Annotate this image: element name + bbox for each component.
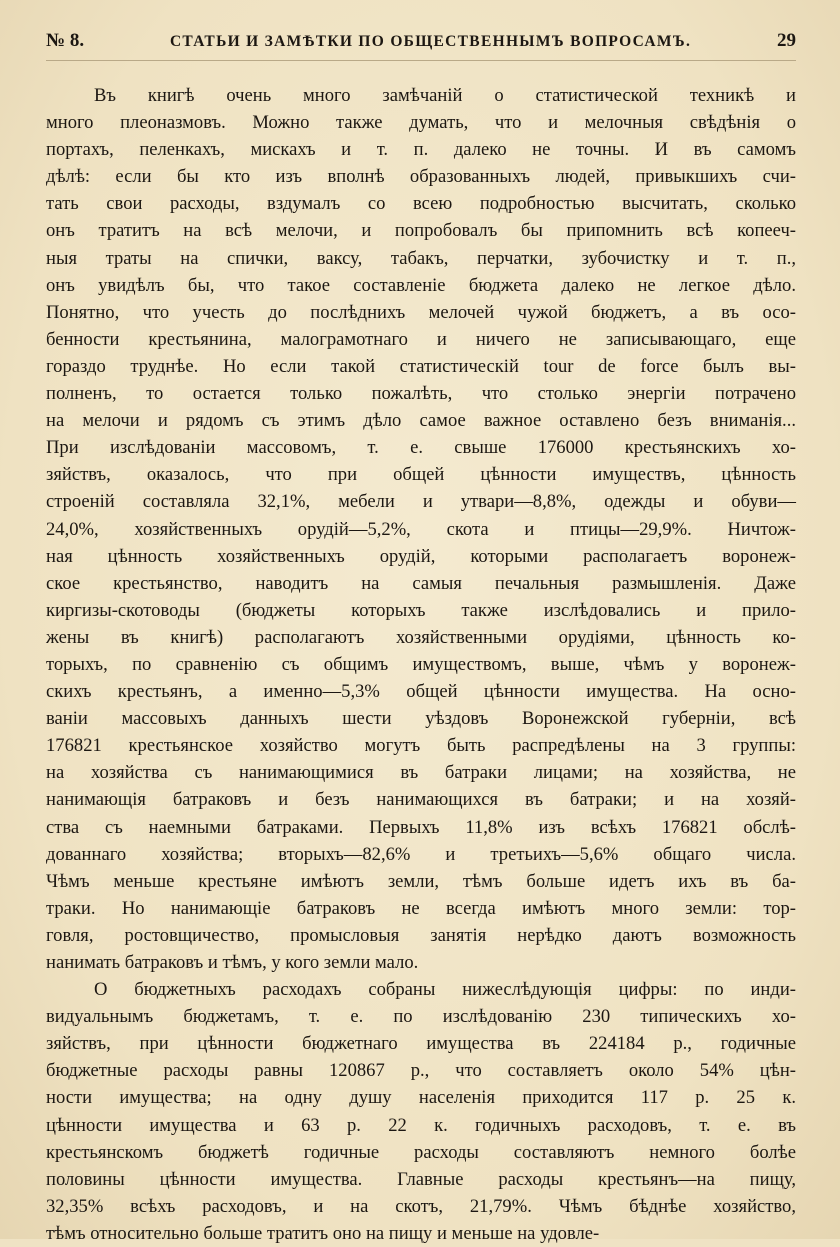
text-line: дованнаго хозяйства; вторыхъ—82,6% и третьихъ—5,6% общаго числа. — [46, 843, 796, 865]
text-line: скихъ крестьянъ, а именно—5,3% общей цѣнности имущества. На осно- — [46, 681, 796, 703]
paragraph — [46, 976, 796, 1247]
text-line: Въ книгѣ очень много замѣчаній о статистической техникѣ и — [94, 85, 796, 106]
text-line: 32,35% всѣхъ расходовъ, и на скотъ, 21,79%. Чѣмъ бѣднѣе хозяйство, — [46, 1195, 796, 1217]
text-line: ная цѣнность хозяйственныхъ орудій, которыми располагаетъ воронеж- — [46, 545, 796, 567]
issue-number: № 8. — [46, 30, 85, 51]
text-line: дѣлѣ: если бы кто изъ вполнѣ образованныхъ людей, привыкшихъ счи- — [46, 166, 796, 188]
text-line: бюджетные расходы равны 120867 р., что составляетъ около 54% цѣн- — [46, 1060, 796, 1082]
text-line: гораздо труднѣе. Но если такой статистическій tour de force былъ вы- — [46, 355, 796, 377]
text-line: бенности крестьянина, малограмотнаго и ничего не записывающаго, еще — [46, 328, 796, 350]
header-rule — [46, 60, 796, 61]
text-line: портахъ, пеленкахъ, мискахъ и т. п. далеко не точны. И въ самомъ — [46, 139, 796, 161]
paragraph — [46, 82, 796, 976]
text-line: половины цѣнности имущества. Главные расходы крестьянъ—на пищу, — [46, 1168, 796, 1190]
text-line: цѣнности имущества и 63 р. 22 к. годичныхъ расходовъ, т. е. въ — [46, 1114, 796, 1136]
text-line: Понятно, что учесть до послѣднихъ мелочей чужой бюджетъ, а въ осо- — [46, 301, 796, 323]
text-line: жены въ книгѣ) располагаютъ хозяйственными орудіями, цѣнность ко- — [46, 626, 796, 648]
text-line: полненъ, то остается только пожалѣть, что столько энергіи потрачено — [46, 383, 796, 405]
text-line: нанимать батраковъ и тѣмъ, у кого земли мало. — [46, 952, 419, 973]
text-line: онъ тратитъ на всѣ мелочи, и попробовалъ бы припомнить всѣ копееч- — [46, 220, 796, 242]
text-line: тать свои расходы, вздумалъ со всею подробностью высчитать, сколько — [46, 193, 796, 215]
text-line: нанимающія батраковъ и безъ нанимающихся въ батраки; и на хозяй- — [46, 789, 796, 811]
text-line: торыхъ, по сравненію съ общимъ имуществомъ, выше, чѣмъ у воронеж- — [46, 653, 796, 675]
running-title: СТАТЬИ И ЗАМѢТКИ ПО ОБЩЕСТВЕННЫМЪ ВОПРОСАМЪ. — [169, 33, 692, 50]
article-body — [46, 82, 796, 1247]
text-line: О бюджетныхъ расходахъ собраны нижеслѣдующія цифры: по инди- — [94, 979, 796, 1001]
text-line: зяйствъ, при цѣнности бюджетнаго имущества въ 224184 р., годичные — [46, 1033, 796, 1055]
text-line: видуальнымъ бюджетамъ, т. е. по изслѣдованію 230 типическихъ хо- — [46, 1006, 796, 1028]
text-line: говля, ростовщичество, промысловыя занятія нерѣдко даютъ возможность — [46, 924, 796, 946]
running-header — [46, 30, 796, 60]
text-line: зяйствъ, оказалось, что при общей цѣнности имуществъ, цѣнность — [46, 464, 796, 486]
text-line: киргизы-скотоводы (бюджеты которыхъ также изслѣдовались и прило- — [46, 599, 796, 621]
text-line: При изслѣдованіи массовомъ, т. е. свыше 176000 крестьянскихъ хо- — [46, 437, 796, 459]
text-line: на хозяйства съ нанимающимися въ батраки лицами; на хозяйства, не — [46, 762, 796, 784]
text-line: 24,0%, хозяйственныхъ орудій—5,2%, скота и птицы—29,9%. Ничтож- — [46, 518, 796, 540]
text-line: ности имущества; на одну душу населенія приходится 117 р. 25 к. — [46, 1087, 796, 1109]
text-line: 176821 крестьянское хозяйство могутъ быть распредѣлены на 3 группы: — [46, 735, 796, 757]
text-line: ства съ наемными батраками. Первыхъ 11,8% изъ всѣхъ 176821 обслѣ- — [46, 816, 796, 838]
text-line: ныя траты на спички, ваксу, табакъ, перчатки, зубочистку и т. п., — [46, 247, 796, 269]
text-line: крестьянскомъ бюджетѣ годичные расходы составляютъ немного болѣе — [46, 1141, 796, 1163]
text-line: строеній составляла 32,1%, мебели и утвари—8,8%, одежды и обуви— — [46, 491, 796, 513]
text-line: тѣмъ относительно больше тратитъ оно на пищу и меньше на удовле- — [46, 1222, 600, 1244]
text-line: Чѣмъ меньше крестьяне имѣютъ земли, тѣмъ больше идетъ ихъ въ ба- — [46, 870, 796, 892]
page-number: 29 — [776, 30, 796, 51]
text-line: много плеоназмовъ. Можно также думать, что и мелочныя свѣдѣнія о — [46, 112, 796, 134]
text-line: ское крестьянство, наводитъ на самыя печальныя размышленія. Даже — [46, 572, 796, 594]
text-line: онъ увидѣлъ бы, что такое составленіе бюджета далеко не легкое дѣло. — [46, 274, 796, 296]
text-line: траки. Но нанимающіе батраковъ не всегда имѣютъ много земли: тор- — [46, 897, 796, 919]
text-line: ваніи массовыхъ данныхъ шести уѣздовъ Воронежской губерніи, всѣ — [46, 708, 796, 730]
text-line: на мелочи и рядомъ съ этимъ дѣло самое важное оставлено безъ вниманія... — [46, 410, 796, 432]
